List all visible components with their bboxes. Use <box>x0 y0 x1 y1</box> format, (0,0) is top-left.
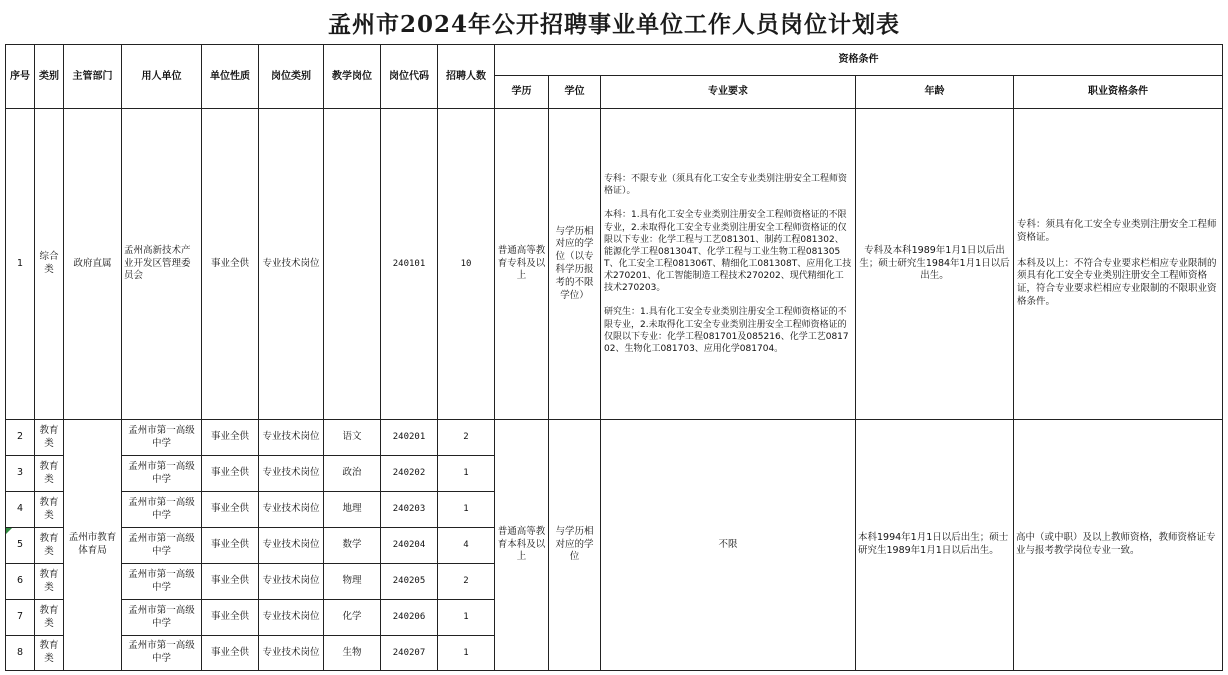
row4-employer[interactable]: 孟州市第一高级中学 <box>122 492 202 528</box>
row8-nature[interactable]: 事业全供 <box>202 636 259 671</box>
row3-category[interactable]: 教育类 <box>35 456 64 492</box>
row1-position-type[interactable]: 专业技术岗位 <box>259 109 324 420</box>
row5-seq[interactable]: 5 <box>6 528 35 564</box>
row7-seq[interactable]: 7 <box>6 600 35 636</box>
header-code[interactable]: 岗位代码 <box>381 45 438 109</box>
row4-count[interactable]: 1 <box>438 492 495 528</box>
header-authority[interactable]: 主管部门 <box>64 45 122 109</box>
edu-certificate[interactable]: 高中（或中职）及以上教师资格，教师资格证专业与报考教学岗位专业一致。 <box>1014 420 1223 671</box>
row3-teaching-post[interactable]: 政治 <box>324 456 381 492</box>
header-seq[interactable]: 序号 <box>6 45 35 109</box>
position-plan-table <box>5 44 1223 671</box>
row8-teaching-post[interactable]: 生物 <box>324 636 381 671</box>
header-age[interactable]: 年龄 <box>856 76 1014 109</box>
header-employer[interactable]: 用人单位 <box>122 45 202 109</box>
row3-nature[interactable]: 事业全供 <box>202 456 259 492</box>
row5-category[interactable]: 教育类 <box>35 528 64 564</box>
row4-category[interactable]: 教育类 <box>35 492 64 528</box>
row8-count[interactable]: 1 <box>438 636 495 671</box>
sheet-title[interactable]: 孟州市2024年公开招聘事业单位工作人员岗位计划表 <box>327 10 900 38</box>
row2-nature[interactable]: 事业全供 <box>202 420 259 456</box>
header-nature[interactable]: 单位性质 <box>202 45 259 109</box>
row1-age[interactable]: 专科及本科1989年1月1日以后出生；硕士研究生1984年1月1日以后出生。 <box>856 109 1014 420</box>
row5-count[interactable]: 4 <box>438 528 495 564</box>
row6-teaching-post[interactable]: 物理 <box>324 564 381 600</box>
row8-seq[interactable]: 8 <box>6 636 35 671</box>
row8-employer[interactable]: 孟州市第一高级中学 <box>122 636 202 671</box>
row1-employer[interactable]: 孟州高新技术产业开发区管理委员会 <box>122 109 202 420</box>
row3-code[interactable]: 240202 <box>381 456 438 492</box>
row6-employer[interactable]: 孟州市第一高级中学 <box>122 564 202 600</box>
edu-major[interactable]: 不限 <box>601 420 856 671</box>
row2-employer[interactable]: 孟州市第一高级中学 <box>122 420 202 456</box>
row5-code[interactable]: 240204 <box>381 528 438 564</box>
row8-code[interactable]: 240207 <box>381 636 438 671</box>
row3-count[interactable]: 1 <box>438 456 495 492</box>
row1-category[interactable]: 综合类 <box>35 109 64 420</box>
row7-employer[interactable]: 孟州市第一高级中学 <box>122 600 202 636</box>
header-position-type[interactable]: 岗位类别 <box>259 45 324 109</box>
row6-seq[interactable]: 6 <box>6 564 35 600</box>
row4-position-type[interactable]: 专业技术岗位 <box>259 492 324 528</box>
header-qualifications[interactable]: 资格条件 <box>495 45 1223 76</box>
row4-teaching-post[interactable]: 地理 <box>324 492 381 528</box>
row4-nature[interactable]: 事业全供 <box>202 492 259 528</box>
row1-education[interactable]: 普通高等教育专科及以上 <box>495 109 549 420</box>
row7-nature[interactable]: 事业全供 <box>202 600 259 636</box>
edu-degree[interactable]: 与学历相对应的学位 <box>549 420 601 671</box>
row5-employer[interactable]: 孟州市第一高级中学 <box>122 528 202 564</box>
row3-employer[interactable]: 孟州市第一高级中学 <box>122 456 202 492</box>
row2-count[interactable]: 2 <box>438 420 495 456</box>
row5-nature[interactable]: 事业全供 <box>202 528 259 564</box>
header-degree[interactable]: 学位 <box>549 76 601 109</box>
row3-seq[interactable]: 3 <box>6 456 35 492</box>
row7-code[interactable]: 240206 <box>381 600 438 636</box>
row6-count[interactable]: 2 <box>438 564 495 600</box>
row2-code[interactable]: 240201 <box>381 420 438 456</box>
row2-seq[interactable]: 2 <box>6 420 35 456</box>
row6-position-type[interactable]: 专业技术岗位 <box>259 564 324 600</box>
row1-certificate[interactable]: 专科：须具有化工安全专业类别注册安全工程师资格证。 本科及以上：不符合专业要求栏相应专业限制的须具有化工安全专业类别注册安全工程师资格证，符合专业要求栏相应专业限制的不限职业资格条件。 <box>1014 109 1223 420</box>
header-education[interactable]: 学历 <box>495 76 549 109</box>
row1-teaching-post[interactable] <box>324 109 381 420</box>
row1-major[interactable]: 专科：不限专业（须具有化工安全专业类别注册安全工程师资格证）。 本科：1.具有化工安全专业类别注册安全工程师资格证的不限专业，2.未取得化工安全专业类别注册安全工程师资格证的仅限以下专业：化学工程与工艺081301、制药工程081302、能源化学工程081304T、化学工程与工业生物工程081305T、化工安全工程081306T、精细化工081308T、应用化工技术270201、化工智能制造工程技术270202、现代精细化工技术270203。 研究生：1.具有化工安全专业类别注册安全工程师资格证的不限专业，2.未取得化工安全专业类别注册安全工程师资格证的仅限以下专业：化学工程081701及085216、化学工艺081702、生物化工081703、应用化学081704。 <box>601 109 856 420</box>
header-count[interactable]: 招聘人数 <box>438 45 495 109</box>
row2-teaching-post[interactable]: 语文 <box>324 420 381 456</box>
row1-code[interactable]: 240101 <box>381 109 438 420</box>
header-certificate[interactable]: 职业资格条件 <box>1014 76 1223 109</box>
row8-category[interactable]: 教育类 <box>35 636 64 671</box>
header-teaching-post[interactable]: 教学岗位 <box>324 45 381 109</box>
row1-degree[interactable]: 与学历相对应的学位（以专科学历报考的不限学位） <box>549 109 601 420</box>
row3-position-type[interactable]: 专业技术岗位 <box>259 456 324 492</box>
header-category[interactable]: 类别 <box>35 45 64 109</box>
row1-count[interactable]: 10 <box>438 109 495 420</box>
row4-code[interactable]: 240203 <box>381 492 438 528</box>
row7-count[interactable]: 1 <box>438 600 495 636</box>
row1-nature[interactable]: 事业全供 <box>202 109 259 420</box>
header-major[interactable]: 专业要求 <box>601 76 856 109</box>
edu-age[interactable]: 本科1994年1月1日以后出生；硕士研究生1989年1月1日以后出生。 <box>856 420 1014 671</box>
row8-position-type[interactable]: 专业技术岗位 <box>259 636 324 671</box>
row4-seq[interactable]: 4 <box>6 492 35 528</box>
row2-position-type[interactable]: 专业技术岗位 <box>259 420 324 456</box>
row2-category[interactable]: 教育类 <box>35 420 64 456</box>
row6-category[interactable]: 教育类 <box>35 564 64 600</box>
row5-position-type[interactable]: 专业技术岗位 <box>259 528 324 564</box>
row5-teaching-post[interactable]: 数学 <box>324 528 381 564</box>
row1-seq[interactable]: 1 <box>6 109 35 420</box>
row7-position-type[interactable]: 专业技术岗位 <box>259 600 324 636</box>
edu-authority[interactable]: 孟州市教育体育局 <box>64 420 122 671</box>
edu-education[interactable]: 普通高等教育本科及以上 <box>495 420 549 671</box>
row1-authority[interactable]: 政府直属 <box>64 109 122 420</box>
row6-code[interactable]: 240205 <box>381 564 438 600</box>
row6-nature[interactable]: 事业全供 <box>202 564 259 600</box>
row7-teaching-post[interactable]: 化学 <box>324 600 381 636</box>
row7-category[interactable]: 教育类 <box>35 600 64 636</box>
